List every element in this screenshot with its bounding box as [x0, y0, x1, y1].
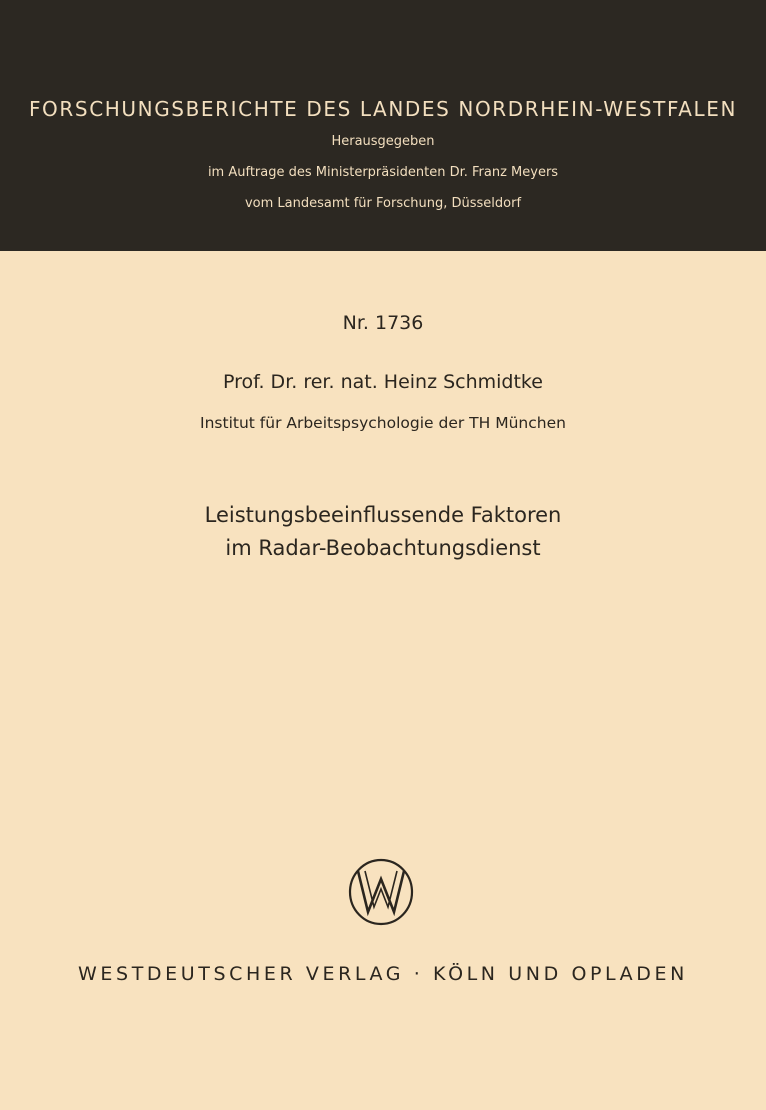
book-title-line-2: im Radar-Beobachtungsdienst — [225, 536, 541, 560]
book-title-line-1: Leistungsbeeinflussende Faktoren — [204, 503, 562, 527]
editor-line-3: vom Landesamt für Forschung, Düsseldorf — [244, 196, 522, 211]
author-institute: Institut für Arbeitspsychologie der TH München — [200, 414, 566, 432]
publisher-logo-icon — [348, 857, 414, 927]
author-name: Prof. Dr. rer. nat. Heinz Schmidtke — [223, 371, 543, 393]
header-band — [0, 0, 766, 251]
report-number: Nr. 1736 — [342, 312, 424, 334]
editor-line-1: Herausgegeben — [331, 134, 435, 149]
series-title: FORSCHUNGSBERICHTE DES LANDES NORDRHEIN-WESTFALEN — [28, 97, 738, 121]
publisher-name: WESTDEUTSCHER VERLAG · KÖLN UND OPLADEN — [78, 963, 688, 985]
editor-line-2: im Auftrage des Ministerpräsidenten Dr. Franz Meyers — [207, 165, 559, 180]
